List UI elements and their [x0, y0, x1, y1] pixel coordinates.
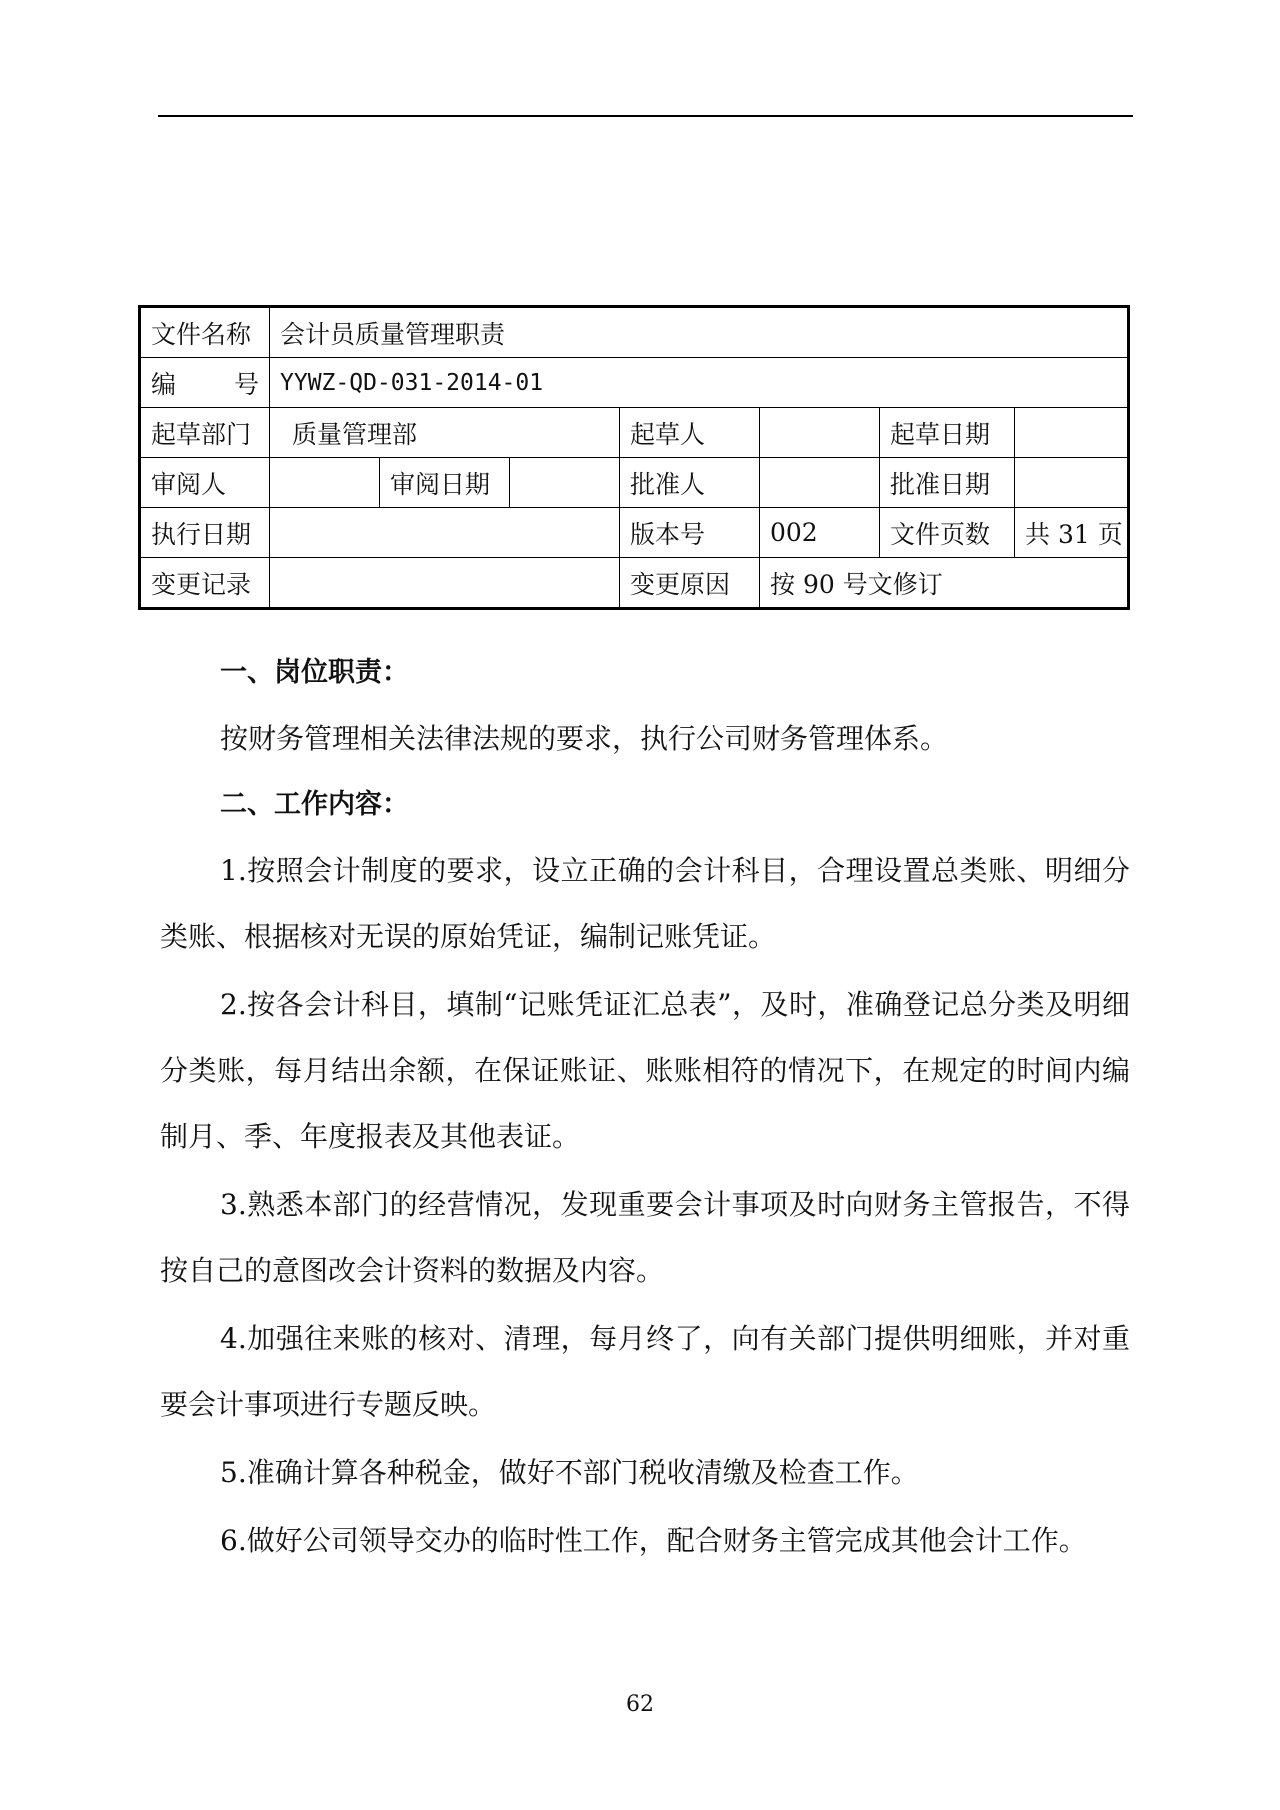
value-approver: [760, 458, 880, 508]
label-page-count: 文件页数: [880, 508, 1015, 558]
value-draft-dept: 质量管理部: [270, 408, 620, 458]
label-reviewer: 审阅人: [140, 458, 270, 508]
label-file-name: 文件名称: [140, 307, 270, 358]
row-draft-dept: [140, 408, 1129, 458]
value-draft-date: [1015, 408, 1129, 458]
value-exec-date: [270, 508, 620, 558]
value-version: 002: [760, 508, 880, 558]
section-heading-duties: 一、岗位职责：: [220, 657, 409, 688]
value-number: YYWZ-QD-031-2014-01: [270, 358, 1129, 408]
paragraph-duties: 按财务管理相关法律法规的要求，执行公司财务管理体系。: [220, 722, 949, 755]
document-info-table: [138, 305, 1130, 610]
section-heading-work: 二、工作内容：: [220, 789, 409, 820]
row-review: [140, 458, 1129, 508]
row-exec-date: [140, 508, 1129, 558]
label-number-char-1: 编: [151, 369, 177, 399]
value-change-record: [270, 558, 620, 609]
list-item: 5.准确计算各种税金，做好不部门税收清缴及检查工作。: [220, 1456, 919, 1489]
value-change-reason: 按 90 号文修订: [760, 558, 1129, 609]
header-rule: [158, 115, 1133, 117]
value-page-count: 共 31 页: [1015, 508, 1129, 558]
label-change-record: 变更记录: [140, 558, 270, 609]
label-approve-date: 批准日期: [880, 458, 1015, 508]
label-version: 版本号: [620, 508, 760, 558]
label-number: [140, 358, 270, 408]
list-item: 1.按照会计制度的要求，设立正确的会计科目，合理设置总类账、明细分类账、根据核对无误的原始凭证，编制记账凭证。: [160, 854, 1130, 953]
label-number-char-2: 号: [233, 369, 259, 399]
list-item: 2.按各会计科目，填制“记账凭证汇总表”，及时，准确登记总分类及明细分类账，每月结出余额，在保证账证、账账相符的情况下，在规定的时间内编制月、季、年度报表及其他表证。: [160, 988, 1130, 1153]
label-approver: 批准人: [620, 458, 760, 508]
value-file-name: 会计员质量管理职责: [270, 307, 1129, 358]
label-review-date: 审阅日期: [380, 458, 510, 508]
row-number: [140, 358, 1129, 408]
value-approve-date: [1015, 458, 1129, 508]
label-drafter: 起草人: [620, 408, 760, 458]
label-change-reason: 变更原因: [620, 558, 760, 609]
value-reviewer: [270, 458, 380, 508]
list-item: 3.熟悉本部门的经营情况，发现重要会计事项及时向财务主管报告，不得按自己的意图改会计资料的数据及内容。: [160, 1188, 1130, 1287]
label-exec-date: 执行日期: [140, 508, 270, 558]
row-file-name: [140, 307, 1129, 358]
label-draft-date: 起草日期: [880, 408, 1015, 458]
list-item: 4.加强往来账的核对、清理，每月终了，向有关部门提供明细账，并对重要会计事项进行专题反映。: [160, 1322, 1130, 1421]
value-review-date: [510, 458, 620, 508]
label-draft-dept: 起草部门: [140, 408, 270, 458]
value-drafter: [760, 408, 880, 458]
list-item: 6.做好公司领导交办的临时性工作，配合财务主管完成其他会计工作。: [220, 1524, 1087, 1557]
document-body: [160, 640, 1130, 1574]
row-change-record: [140, 558, 1129, 609]
page-number: 62: [626, 1692, 654, 1717]
